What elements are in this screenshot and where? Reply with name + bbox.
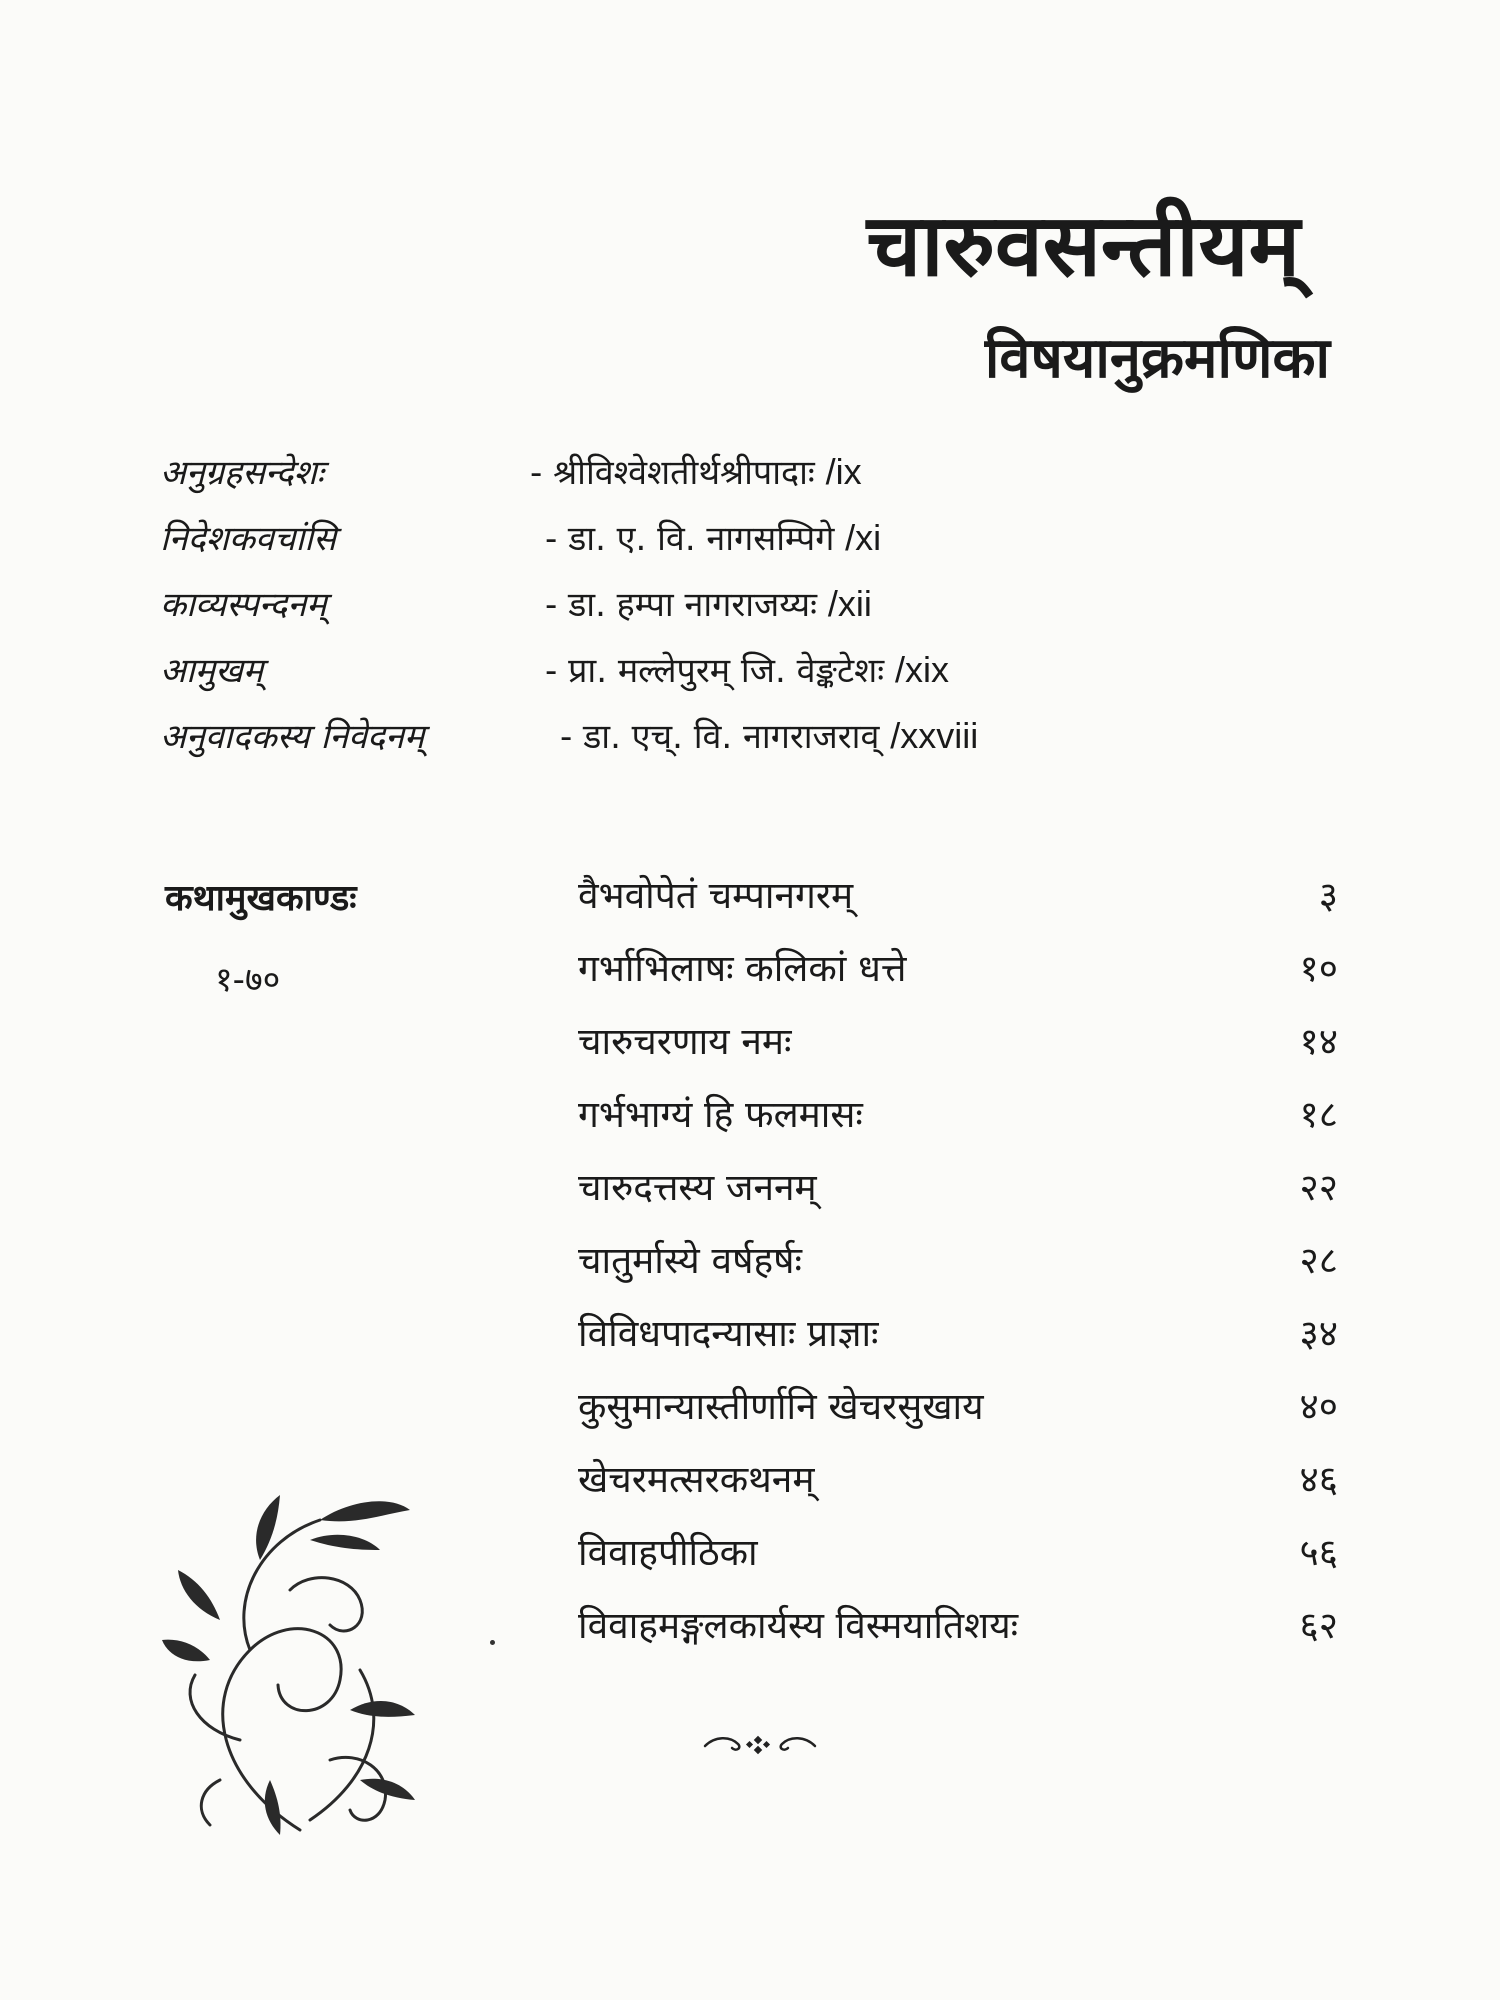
chapter-item[interactable] [578, 1160, 1338, 1233]
chapter-title: विवाहमङ्गलकार्यस्य विस्मयातिशयः [578, 1604, 1019, 1647]
chapter-list [578, 868, 1338, 1671]
kanda-page-range: १-७० [215, 960, 281, 1000]
front-matter-author: - डा. हम्पा नागराजय्यः /xii [545, 583, 872, 625]
flourish-divider-icon [700, 1728, 820, 1758]
chapter-item[interactable] [578, 1306, 1338, 1379]
front-matter-page: /xi [845, 517, 882, 558]
front-matter-author: - प्रा. मल्लेपुरम् जि. वेङ्कटेशः /xix [545, 649, 949, 691]
front-matter-page: /xxviii [890, 715, 979, 756]
front-matter-label: अनुवादकस्य निवेदनम् [160, 717, 425, 757]
front-matter-label: आमुखम् [160, 651, 264, 691]
chapter-item[interactable] [578, 1379, 1338, 1452]
chapter-page: ३४ [1299, 1312, 1338, 1355]
chapter-page: २२ [1299, 1166, 1338, 1209]
front-matter-page: /ix [825, 451, 862, 492]
chapter-item[interactable] [578, 1014, 1338, 1087]
chapter-page: १४ [1299, 1020, 1338, 1063]
chapter-item[interactable] [578, 1525, 1338, 1598]
front-matter-page: /xii [827, 583, 872, 624]
front-matter-item[interactable] [160, 580, 1360, 646]
front-matter-item[interactable] [160, 448, 1360, 514]
chapter-title: चातुर्मास्ये वर्षहर्षः [578, 1239, 802, 1282]
front-matter-list [160, 448, 1360, 778]
chapter-title: गर्भभाग्यं हि फलमासः [578, 1093, 863, 1136]
front-matter-page: /xix [894, 649, 949, 690]
chapter-page: ५६ [1299, 1531, 1338, 1574]
kanda-name: कथामुखकाण्डः [165, 878, 357, 919]
chapter-item[interactable] [578, 868, 1338, 941]
front-matter-label: अनुग्रहसन्देशः [160, 453, 324, 493]
chapter-title: विविधपादन्यासाः प्राज्ञाः [578, 1312, 879, 1355]
chapter-page: ४० [1299, 1385, 1338, 1428]
chapter-page: ६२ [1299, 1604, 1338, 1647]
chapter-item[interactable] [578, 941, 1338, 1014]
chapter-title: वैभवोपेतं चम्पानगरम् [578, 874, 854, 917]
chapter-item[interactable] [578, 1452, 1338, 1525]
front-matter-item[interactable] [160, 514, 1360, 580]
stray-dot [490, 1640, 495, 1645]
chapter-title: चारुदत्तस्य जननम् [578, 1166, 817, 1209]
chapter-title: गर्भाभिलाषः कलिकां धत्ते [578, 947, 907, 990]
front-matter-item[interactable] [160, 712, 1360, 778]
front-matter-author: - श्रीविश्वेशतीर्थश्रीपादाः /ix [530, 451, 862, 493]
chapter-item[interactable] [578, 1087, 1338, 1160]
chapter-page: २८ [1299, 1239, 1338, 1282]
chapter-page: ३ [1318, 874, 1338, 917]
floral-scroll-icon [160, 1480, 420, 1840]
chapter-title: चारुचरणाय नमः [578, 1020, 792, 1063]
chapter-item[interactable] [578, 1233, 1338, 1306]
front-matter-label: काव्यस्पन्दनम् [160, 585, 327, 625]
front-matter-label: निदेशकवचांसि [160, 519, 337, 559]
toc-heading: विषयानुक्रमणिका [984, 326, 1330, 391]
chapter-item[interactable] [578, 1598, 1338, 1671]
front-matter-author: - डा. ए. वि. नागसम्पिगे /xi [545, 517, 882, 559]
chapter-page: ४६ [1299, 1458, 1338, 1501]
chapter-title: खेचरमत्सरकथनम् [578, 1458, 815, 1501]
chapter-page: १० [1299, 947, 1338, 990]
chapter-title: कुसुमान्यास्तीर्णानि खेचरसुखाय [578, 1385, 984, 1428]
front-matter-author: - डा. एच्. वि. नागराजराव् /xxviii [560, 715, 979, 757]
front-matter-item[interactable] [160, 646, 1360, 712]
book-title: चारुवसन्तीयम् [866, 196, 1300, 296]
chapter-page: १८ [1299, 1093, 1338, 1136]
chapter-title: विवाहपीठिका [578, 1531, 758, 1574]
